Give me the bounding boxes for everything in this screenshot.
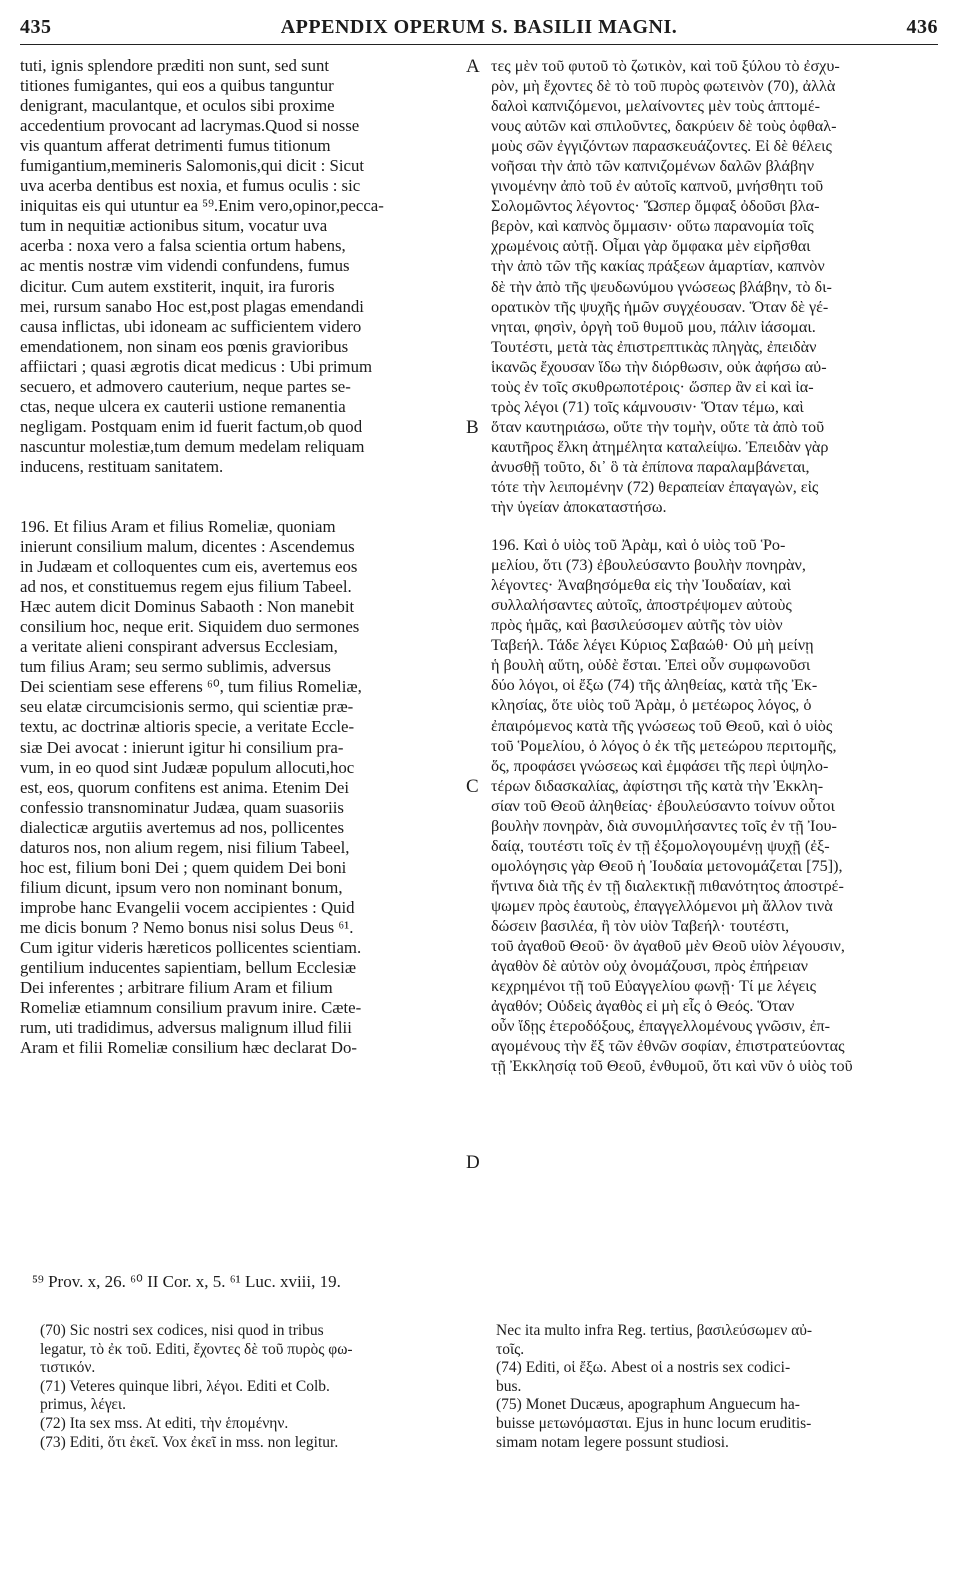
footnote-70: (70) Sic nostri sex codices, nisi quod in tribus legatur, τὸ ἐκ τοῦ. Editi, ἔχοντες δὲ τοῦ πυρὸς φω- τιστικόν. (40, 1322, 353, 1377)
margin-letter-d: D (466, 1152, 480, 1173)
page-number-left: 435 (20, 16, 52, 38)
page-header (20, 14, 938, 45)
footnote-71: (71) Veteres quinque libri, λέγοι. Editi et Colb. primus, λέγει. (40, 1377, 330, 1414)
latin-paragraph-1: tuti, ignis splendore præditi non sunt, sed sunt titiones fumigantes, qui eos a quibus tanguntur denigrant, maculantque, et oculos sibi proxime accedentium provocant ad lacrymas.Quod si nosse vis quantum afferat detrimenti fumus titionum fumigantium,memineris Salomonis,qui dicit : Sicut uva acerba dentibus est noxia, et fumus oculis : sic iniquitas eis qui utuntur ea ⁵⁹.Enim vero,opinor,pecca- tum in nequitiæ actionibus situm, vocatur uva acerba : noxa vero a falsa scientia ortum habens, ac mentis nostræ vim videndi confundens, fumus dicitur. Cum autem exstiterit, inquit, ira furoris mei, rursum sanabo Hoc est,post plagas emendandi causa inflictas, ubi idoneam ac sufficientem videro emendationem, non sinam eos pœnis gravioribus affiictari ; quasi ægrotis dicat medicus : Ubi primum secuero, et admovero cauterium, neque partes se- ctas, neque ulcera ex cauterii ustione remanentia negligam. Postquam enim id fuerit factum,ob quod nascuntur molestiæ,tum demum medelam reliquam inducens, restituam sanitatem. (20, 56, 384, 476)
greek-paragraph-2: 196. Καὶ ὁ υἱὸς τοῦ Ἀρὰμ, καὶ ὁ υἱὸς τοῦ Ῥο- μελίου, ὅτι (73) ἐβουλεύσαντο βουλὴν πονηρὰν, λέγοντες· Ἀναβησόμεθα εἰς τὴν Ἰουδαίαν, καὶ συλλαλήσαντες αὐτοῖς, ἀποστρέψομεν αὐτοὺς πρὸς ἡμᾶς, καὶ βασιλεύσομεν αὐτῆς τὸν υἱὸν Ταβεήλ. Τάδε λέγει Κύριος Σαβαώθ· Οὐ μὴ μείνῃ ἡ βουλὴ αὕτη, οὐδὲ ἔσται. Ἐπεὶ οὖν συμφωνοῦσι δύο λόγοι, οἱ ἔξω (74) τῆς ἀληθείας, κατὰ τῆς Ἐκ- κλησίας, ὅτε υἱὸς τοῦ Ἀρὰμ, ὁ μετέωρος λόγος, ὁ ἐπαιρόμενος κατὰ τῆς γνώσεως τοῦ Θεοῦ, καὶ ὁ υἱὸς τοῦ Ῥομελίου, ὁ λόγος ὁ ἐκ τῆς μετεώρου περιτομῆς, ὅς, προφάσει γνώσεως καὶ ἐμφάσει τῆς περὶ ὑψηλο- τέρων διδασκαλίας, ἀφίστησι τῆς κατὰ τὴν Ἐκκλη- σίαν τοῦ Θεοῦ ἀληθείας· ἐβουλεύσαντο τοίνυν οὗτοι βουλὴν πονηρὰν, διὰ συνομιλήσαντες τοῖς ἐν τῇ Ἰου- δαίᾳ, τουτέστι τοῖς ἐν τῇ ἐξομολογουμένῃ ψυχῇ (ἐξ- ομολόγησις γὰρ Θεοῦ ἡ Ἰουδαία μετονομάζεται [75]), ἥντινα διὰ τῆς ἐν τῇ διαλεκτικῇ πιθανότητος ἀποστρέ- ψωμεν πρὸς ἑαυτοὺς, ἐπαγγελλόμενοι μὴ ἄλλον τινὰ δώσειν βασιλέα, ἢ τὸν υἱὸν Ταβεήλ· τουτέστι, τοῦ ἀγαθοῦ Θεοῦ· ὃν ἀγαθοῦ μὲν Θεοῦ υἱὸν λέγουσιν, ἀγαθὸν δὲ αὐτὸν οὐχ ὀνομάζουσι, πρὸς ἐπήρειαν κεχρημένοι τῇ τοῦ Εὐαγγελίου φωνῇ· Τί με λέγεις ἀγαθόν; Οὐδεὶς ἀγαθὸς εἰ μὴ εἷς ὁ Θεός. Ὅταν οὖν ἴδῃς ἑτεροδόξους, ἐπαγγελλομένους γνῶσιν, ἐπ- αγομένους τὴν ἔξ τῶν ἐθνῶν σοφίαν, ἐπιστρατεύοντας τῇ Ἐκκλησίᾳ τοῦ Θεοῦ, ἐνθυμοῦ, ὅτι καὶ νῦν ὁ υἱὸς τοῦ (491, 536, 853, 1076)
footnote-75: (75) Monet Ducæus, apographum Anguecum ha- buisse μετωνόμασται. Ejus in hunc locum eruditis- simam notam legere possunt studiosi. (496, 1396, 812, 1451)
running-title: APPENDIX OPERUM S. BASILII MAGNI. (280, 16, 678, 38)
footnote-73-continued: Nec ita multo infra Reg. tertius, βασιλεύσωμεν αὐ- τοῖς. (496, 1322, 813, 1358)
latin-column (20, 56, 460, 1058)
footnote-74: (74) Editi, οἱ ἔξω. Abest οἱ a nostris sex codici- bus. (496, 1359, 791, 1395)
latin-paragraph-2: 196. Et filius Aram et filius Romeliæ, quoniam inierunt consilium malum, dicentes : Ascendemus in Judæam et colloquentes cum eis, avertemus eos ad nos, et constituemus regem ejus filium Tabeel. Hæc autem dicit Dominus Sabaoth : Non manebit consilium hoc, neque erit. Siquidem duo sermones a veritate alieni conspirant adversus Ecclesiam, tum filius Aram; seu sermo sublimis, adversus Dei scientiam sese efferens ⁶⁰, tum filius Romeliæ, seu elatæ circumcisionis sermo, qui scientiæ præ- textu, ac doctrinæ altioris specie, a veritate Eccle- siæ Dei avocat : inierunt igitur hi consilium pra- vum, in eo quod sint Judææ populum allocuti,hoc est, eos, quorum confitens est anima. Etenim Dei confessio transnominatur Judæa, quam suasoriis dialecticæ argutiis avertemus ad nos, pollicentes daturos nos, non alium regem, nisi filium Tabeel, hoc est, filium boni Dei ; quem quidem Dei boni filium dicunt, ipsum vero non nominant bonum, improbe hanc Evangelii vocem accipientes : Quid me dicis bonum ? Nemo bonus nisi solus Deus ⁶¹. Cum igitur videris hæreticos pollicentes scientiam. gentilium inducentes sapientiam, bellum Ecclesiæ Dei inferentes ; arbitrare filium Aram et filium Romeliæ etiamnum consilium pravum inire. Cæte- rum, uti tradidimus, adversus malignum illud filii Aram et filii Romeliæ consilium hæc declarat Do- (20, 516, 362, 1058)
footnotes-right (496, 1322, 936, 1452)
margin-letter-c: C (466, 776, 479, 797)
margin-letter-b: B (466, 417, 479, 438)
footnotes-left (40, 1322, 460, 1452)
footnote-72: (72) Ita sex mss. At editi, τὴν ἑπομένην. (40, 1414, 289, 1432)
greek-paragraph-1: τες μὲν τοῦ φυτοῦ τὸ ζωτικὸν, καὶ τοῦ ξύλου τὸ ἐσχυ- ρὸν, μὴ ἔχοντες δὲ τὸ τοῦ πυρὸς φωτεινὸν (70), ἀλλὰ δαλοὶ καπνιζόμενοι, μελαίνοντες μὲν τοὺς ἁπτομέ- νους αὐτῶν καὶ σπιλοῦντες, δακρύειν δὲ τοὺς ὀφθαλ- μοὺς σῶν ἐγγιζόντων παρασκευάζοντες. Εἰ δὲ θέλεις νοῆσαι τὴν ἀπὸ τῶν καπνιζομένων δαλῶν βλάβην γινομένην ἀπὸ τοῦ ἐν αὐτοῖς καπνοῦ, μνήσθητι τοῦ Σολομῶντος λέγοντος· Ὥσπερ ὄμφαξ ὀδοῦσι βλα- βερὸν, καὶ καπνὸς ὄμμασιν· οὕτω παρανομία τοῖς χρωμένοις αὐτῇ. Οἶμαι γὰρ ὄμφακα μὲν εἰρῆσθαι τὴν ἀπὸ τῶν τῆς κακίας πράξεων ἁμαρτίαν, καπνὸν δὲ τὴν ἀπὸ τῆς ψευδωνύμου γνώσεως βλάβην, τὸ δι- ορατικὸν τῆς ψυχῆς ἡμῶν συγχέουσαν. Ὅταν δὲ γέ- νηται, φησὶν, ὀργὴ τοῦ θυμοῦ μου, πάλιν ἰάσομαι. Τουτέστι, μετὰ τὰς ἐπιστρεπτικὰς πληγὰς, ἐπειδὰν ἱκανῶς ἔχουσαν ἴδω τὴν διόρθωσιν, οὐκ ἀφήσω αὐ- τοὺς ἐν τοῖς σκυθρωποτέροις· ὥσπερ ἂν εἰ καὶ ἰα- τρὸς λέγοι (71) τοῖς κάμνουσιν· Ὅταν τέμω, καὶ ὅταν καυτηριάσω, οὔτε τὴν τομὴν, οὔτε τὰ ἀπὸ τοῦ καυτῆρος ἕλκη ἀτημέλητα καταλείψω. Ἐπειδὰν γὰρ ἀνυσθῇ τοῦτο, δι᾽ ὃ τὰ ἐπίπονα παραλαμβάνεται, τότε τὴν λειπομένην (72) θεραπείαν ἐπαγαγὼν, εἰς τὴν ὑγείαν ἀποκαταστήσω. (491, 57, 840, 517)
footnote-73: (73) Editi, ὅτι ἐκεῖ. Vox ἐκεῖ in mss. non legitur. (40, 1433, 339, 1451)
margin-letter-a: A (466, 56, 480, 77)
scripture-references: ⁵⁹ Prov. x, 26. ⁶⁰ II Cor. x, 5. ⁶¹ Luc. xviii, 19. (32, 1272, 341, 1291)
greek-column (491, 56, 938, 1076)
page-number-right: 436 (906, 16, 938, 38)
